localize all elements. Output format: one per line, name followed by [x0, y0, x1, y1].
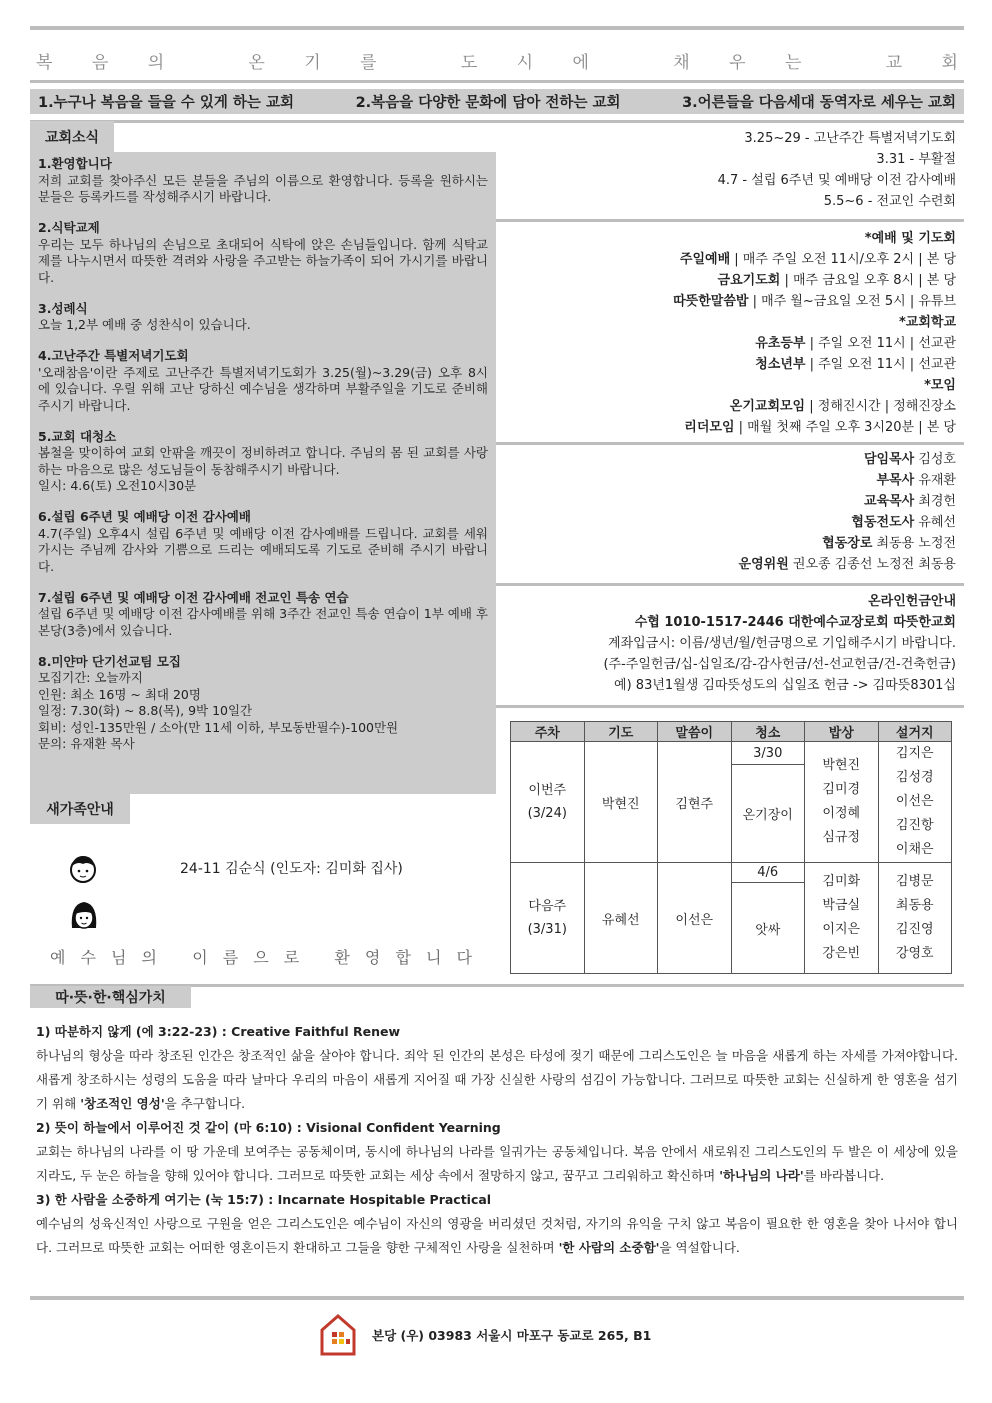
meet-item-detail: | 정해진시간 | 정해진장소 [805, 399, 956, 414]
news-item-title: 7.설립 6주년 및 예배당 이전 감사예배 전교인 특송 연습 [38, 589, 349, 605]
news-item-title: 3.성례식 [38, 300, 88, 316]
news-item-title: 8.미얀마 단기선교팀 모집 [38, 653, 181, 669]
worship-item-detail: | 매주 주일 오전 11시/오후 2시 | 본 당 [730, 252, 956, 267]
motto-char: 교 [885, 53, 903, 73]
news-item [38, 156, 488, 206]
news-item [38, 220, 488, 286]
worship-item [496, 270, 964, 291]
core-body [36, 1044, 958, 1116]
duty-name: 김지은 [895, 746, 934, 761]
school-item-name: 청소년부 [755, 357, 806, 372]
meet-item [496, 417, 964, 438]
core-emphasis: '창조적인 영성' [80, 1096, 165, 1111]
news-item [38, 509, 488, 575]
news-item-body: 우리는 모두 하나님의 손님으로 초대되어 식탁에 앉은 손님들입니다. 함께 식탁교제를 나누시면서 따뜻한 격려와 사랑을 주고받는 하늘가족이 되어 가시기를 바랍니다. [38, 236, 488, 285]
duty-name: 김진영 [895, 922, 934, 937]
duty-name: 김미화 [822, 874, 861, 889]
core-values [36, 1020, 958, 1260]
girl-avatar-icon [68, 898, 100, 938]
core-title: 1) 따분하지 않게 (에 3:22-23) : Creative Faithful Renew [36, 1024, 401, 1039]
duty-dish-cell [878, 863, 952, 974]
worship-info [496, 228, 964, 438]
motto-char: 온 [248, 53, 265, 73]
motto-char: 기 [304, 53, 321, 73]
week-date: (3/24) [527, 806, 567, 821]
core-title: 2) 뜻이 하늘에서 이루어진 것 같이 (마 6:10) : Visional Confident Yearning [36, 1120, 501, 1135]
news-box [30, 152, 496, 794]
offering-line-3: 예) 83년1월생 김따뜻성도의 십일조 헌금 -> 김따뜻8301십 [614, 678, 956, 693]
duty-clean-team: 온기장이 [731, 765, 805, 863]
motto-char: 채 [673, 53, 690, 73]
welcome-line [50, 945, 472, 968]
meet-item [496, 396, 964, 417]
news-item-body: 오늘 1,2부 예배 중 성찬식이 있습니다. [38, 317, 251, 332]
staff-item-detail: 김성호 [914, 452, 956, 467]
motto-char: 음 [91, 53, 109, 73]
church-logo-icon [318, 1312, 358, 1360]
core-text: 를 바라봅니다. [803, 1168, 885, 1183]
duty-week-cell [511, 863, 585, 974]
welcome-char: 이 [192, 948, 208, 967]
offering-rule [496, 705, 964, 708]
boy-avatar-icon [68, 852, 98, 890]
staff-item [496, 449, 964, 470]
welcome-char: 로 [283, 948, 300, 967]
worship-item-detail: | 매주 금요일 오후 8시 | 본 당 [780, 273, 956, 288]
news-item-title: 2.식탁교제 [38, 220, 100, 235]
news-item [38, 301, 488, 334]
staff-item [496, 512, 964, 533]
staff-item [496, 491, 964, 512]
duty-week-cell [511, 742, 585, 863]
motto-char: 도 [460, 53, 478, 73]
offering-info [496, 591, 964, 696]
duty-clean-date: 4/6 [731, 863, 805, 883]
duty-meal-cell [805, 742, 879, 863]
duty-reader-cell: 이선은 [658, 863, 732, 974]
schedule-item: 3.25~29 - 고난주간 특별저녁기도회 [744, 131, 956, 146]
duty-name: 이지은 [822, 922, 861, 937]
schedule-list [718, 128, 956, 212]
news-item-title: 6.설립 6주년 및 예배당 이전 감사예배 [38, 509, 251, 524]
duty-header-row [511, 722, 952, 742]
duty-name: 김성경 [895, 770, 934, 785]
duty-name: 김진항 [895, 818, 934, 833]
worship-item-detail: | 매주 월~금요일 오전 5시 | 유튜브 [748, 294, 956, 309]
worship-rule [496, 442, 964, 445]
vision-1: 1.누구나 복음을 들을 수 있게 하는 교회 [38, 95, 294, 111]
staff-item-detail: 유혜선 [914, 515, 956, 530]
core-text: 예수님의 성육신적인 사랑으로 구원을 얻은 그리스도인은 예수님이 자신의 영광을 버리셨던 것처럼, 자기의 유익을 구치 않고 복음이 필요한 한 영혼을 찾아 나서야 합니다. 그러므로 따뜻한 교회는 어떠한 영혼이든지 환대하고 그들을 향한 구체적인 사랑을 실천하며 [36, 1216, 958, 1255]
offering-line-1: 계좌입금시: 이름/생년/월/헌금명으로 기입해주시기 바랍니다. [608, 636, 956, 651]
school-item [496, 354, 964, 375]
worship-item [496, 291, 964, 312]
welcome-char: 으 [253, 948, 269, 967]
staff-list [496, 449, 964, 575]
duty-row-next-week [511, 863, 952, 883]
news-item-title: 1.환영합니다 [38, 156, 112, 171]
motto-char: 에 [572, 53, 589, 73]
news-item [38, 429, 488, 495]
duty-header: 주차 [511, 722, 585, 742]
core-body [36, 1212, 958, 1260]
offering-line-2: (주-주일헌금/십-십일조/감-감사헌금/선-선교헌금/건-건축헌금) [603, 657, 956, 672]
news-item [38, 348, 488, 414]
staff-rule [496, 583, 964, 586]
schedule-item: 5.5~6 - 전교인 수련회 [823, 194, 956, 209]
meet-title [496, 375, 964, 396]
core-body [36, 1140, 958, 1188]
duty-name: 최동용 [895, 898, 934, 913]
vision-2: 2.복음을 다양한 문화에 담아 전하는 교회 [355, 95, 621, 111]
core-emphasis: '한 사람의 소중함' [558, 1240, 660, 1255]
school-title [496, 312, 964, 333]
welcome-char: 환 [334, 948, 350, 967]
meet-item-detail: | 매월 첫째 주일 오후 3시20분 | 본 당 [734, 420, 956, 435]
news-item-body: 4.7(주일) 오후4시 설립 6주년 및 예배당 이전 감사예배를 드립니다. 교회를 세워 가시는 주님께 감사와 기쁨으로 드리는 예배되도록 기도로 준비해 주시기 바랍니다. [38, 525, 488, 574]
duty-table [510, 721, 952, 974]
duty-clean-team: 앗싸 [731, 883, 805, 974]
duty-header: 말씀이 [658, 722, 732, 742]
welcome-char [314, 945, 319, 968]
welcome-char: 의 [141, 948, 158, 967]
staff-item-name: 부목사 [876, 473, 915, 488]
school-item [496, 333, 964, 354]
footer-rule [30, 1296, 964, 1300]
duty-row-this-week [511, 742, 952, 765]
worship-item-name: 금요기도회 [717, 273, 781, 288]
welcome-char: 님 [111, 948, 127, 967]
motto-char: 시 [516, 53, 534, 73]
schedule-item: 3.31 - 부활절 [876, 152, 956, 167]
news-item-body: 저희 교회를 찾아주신 모든 분들을 주님의 이름으로 환영합니다. 등록을 원하시는 분들은 등록카드를 작성해주시기 바랍니다. [38, 172, 488, 204]
staff-item-name: 협동전도사 [851, 515, 915, 530]
staff-item [496, 470, 964, 491]
news-item-title: 5.교회 대청소 [38, 428, 117, 444]
duty-name: 박현진 [822, 758, 861, 773]
worship-item-name: 따뜻한말씀밥 [673, 294, 749, 309]
worship-item-name: 주일예배 [679, 252, 731, 267]
duty-dish-cell [878, 742, 952, 863]
offering-account: 수협 1010-1517-2446 대한예수교장로회 따뜻한교회 [634, 615, 956, 630]
duty-prayer-cell: 박현진 [584, 742, 658, 863]
motto-char: 복 [36, 53, 53, 73]
staff-item [496, 554, 964, 575]
worship-title [496, 228, 964, 249]
news-item [38, 654, 488, 753]
welcome-char: 합 [395, 948, 411, 967]
motto-char [204, 48, 209, 73]
vision-3: 3.어른들을 다음세대 동역자로 세우는 교회 [682, 95, 956, 111]
vision-bar [30, 89, 964, 114]
week-label: 다음주 [528, 899, 567, 914]
duty-meal-cell [805, 863, 879, 974]
staff-item-detail: 최동용 노정전 [872, 536, 956, 551]
staff-item-name: 교육목사 [863, 494, 915, 509]
core-text: 을 역설합니다. [659, 1240, 740, 1255]
staff-item-detail: 권오종 김종선 노정전 최동용 [788, 557, 956, 572]
worship-title-name: *예배 및 기도회 [864, 231, 956, 246]
footer-address: 본당 (우) 03983 서울시 마포구 동교로 265, B1 [372, 1328, 652, 1343]
worship-item [496, 249, 964, 270]
week-date: (3/31) [527, 922, 567, 937]
church-motto [36, 48, 958, 73]
motto-char [628, 48, 633, 73]
news-item-title: 4.고난주간 특별저녁기도회 [38, 348, 189, 363]
duty-prayer-cell: 유혜선 [584, 863, 658, 974]
duty-header: 설거지 [878, 722, 952, 742]
duty-header: 기도 [584, 722, 658, 742]
news-item [38, 590, 488, 640]
duty-name: 이선은 [895, 794, 934, 809]
meet-item-name: 리더모임 [684, 420, 735, 435]
duty-name: 이채은 [895, 842, 934, 857]
motto-char: 를 [360, 53, 377, 73]
staff-item-name: 운영위원 [738, 557, 789, 572]
welcome-char: 름 [222, 948, 239, 967]
motto-rule [30, 80, 964, 83]
motto-char: 의 [147, 53, 165, 73]
staff-item-name: 담임목사 [863, 452, 915, 467]
welcome-char: 니 [425, 948, 442, 967]
vision-rule [30, 120, 964, 123]
core-title: 3) 한 사람을 소중하게 여기는 (눅 15:7) : Incarnate Hospitable Practical [36, 1192, 492, 1207]
core-text: 하나님의 형상을 따라 창조된 인간은 창조적인 삶을 살아야 합니다. 죄악 된 인간의 본성은 타성에 젖기 때문에 그리스도인은 늘 마음을 새롭게 하는 자세를 가져야합니다. 새롭게 창조하시는 성령의 도움을 따라 날마다 우리의 마음이 새롭게 지어질 때 가장 신실한 사랑의 섬김이 가능합니다. 그러므로 따뜻한 교회는 신실하게 한 영혼을 섬기기 위해 [36, 1048, 958, 1111]
staff-item-detail: 유재환 [914, 473, 956, 488]
tab-core: 따·뜻·한·핵심가치 [30, 986, 191, 1008]
staff-item-name: 협동장로 [822, 536, 873, 551]
duty-name: 박금실 [822, 898, 861, 913]
news-item-body: '오래참음'이란 주제로 고난주간 특별저녁기도회가 3.25(월)~3.29(금) 오후 8시에 있습니다. 우릴 위해 고난 당하신 예수님을 생각하며 부활주일을 기도로 준비해 주시기 바랍니다. [38, 364, 488, 413]
schedule-rule [496, 219, 964, 222]
offering-title: 온라인헌금안내 [868, 594, 956, 609]
staff-item [496, 533, 964, 554]
duty-reader-cell: 김현주 [658, 742, 732, 863]
motto-char [416, 48, 421, 73]
duty-name: 김미경 [822, 782, 861, 797]
duty-name: 강영호 [895, 946, 934, 961]
school-title-name: *교회학교 [898, 315, 956, 330]
schedule-item: 4.7 - 설립 6주년 및 예배당 이전 감사예배 [717, 173, 956, 188]
news-item-body: 봄철을 맞이하여 교회 안팎을 깨끗이 정비하려고 합니다. 주님의 몸 된 교회를 사랑하는 마음으로 많은 성도님들이 동참해주시기 바랍니다. 일시: 4.6(토) 오전10시30분 [38, 445, 488, 493]
welcome-char: 수 [80, 948, 96, 967]
school-item-name: 유초등부 [755, 336, 806, 351]
week-label: 이번주 [528, 783, 567, 798]
school-item-detail: | 주일 오전 11시 | 선교관 [805, 357, 956, 372]
core-text: 교회는 하나님의 나라를 이 땅 가운데 보여주는 공동체이며, 동시에 하나님의 나라를 일궈가는 공동체입니다. 복음 안에서 새로워진 그리스도인의 두 발은 이 세상에 있을 지라도, 두 눈은 하늘을 향해 있어야 합니다. 그러므로 따뜻한 교회는 세상 속에서 절망하지 않고, 꿈꾸고 그리워하고 확신하며 [36, 1144, 958, 1183]
duty-clean-date: 3/30 [731, 742, 805, 765]
staff-item-detail: 최경헌 [914, 494, 956, 509]
school-item-detail: | 주일 오전 11시 | 선교관 [805, 336, 956, 351]
duty-name: 심규정 [822, 830, 861, 845]
motto-char: 는 [784, 53, 802, 73]
welcome-char: 다 [456, 948, 472, 967]
newfamily-entry: 24-11 김순식 (인도자: 김미화 집사) [180, 861, 403, 877]
motto-char: 우 [729, 53, 746, 73]
duty-name: 강은빈 [822, 946, 861, 961]
meet-title-name: *모임 [924, 378, 956, 393]
tab-newfamily: 새가족안내 [30, 794, 130, 824]
duty-name: 김병문 [895, 874, 934, 889]
core-text: 을 추구합니다. [164, 1096, 246, 1111]
motto-char: 회 [941, 53, 958, 73]
welcome-char: 영 [364, 948, 381, 967]
welcome-char: 예 [50, 948, 66, 967]
news-item-body: 설립 6주년 및 예배당 이전 감사예배를 위해 3주간 전교인 특송 연습이 1부 예배 후 본당(3층)에서 있습니다. [38, 606, 488, 638]
duty-header: 청소 [731, 722, 805, 742]
top-rule [30, 26, 964, 30]
core-emphasis: '하나님의 나라' [719, 1168, 804, 1183]
duty-name: 이정혜 [822, 806, 861, 821]
motto-char [841, 48, 846, 73]
news-item-body: 모집기간: 오늘까지 인원: 최소 16명 ~ 최대 20명 일정: 7.30(화) ~ 8.8(목), 9박 10일간 회비: 성인-135만원 / 소아(만 11세 이하, 부모동반필수)-100만원 문의: 유재환 목사 [38, 670, 399, 751]
welcome-char [172, 945, 177, 968]
meet-item-name: 온기교회모임 [729, 399, 806, 414]
duty-header: 밥상 [805, 722, 879, 742]
tab-news: 교회소식 [30, 121, 114, 152]
